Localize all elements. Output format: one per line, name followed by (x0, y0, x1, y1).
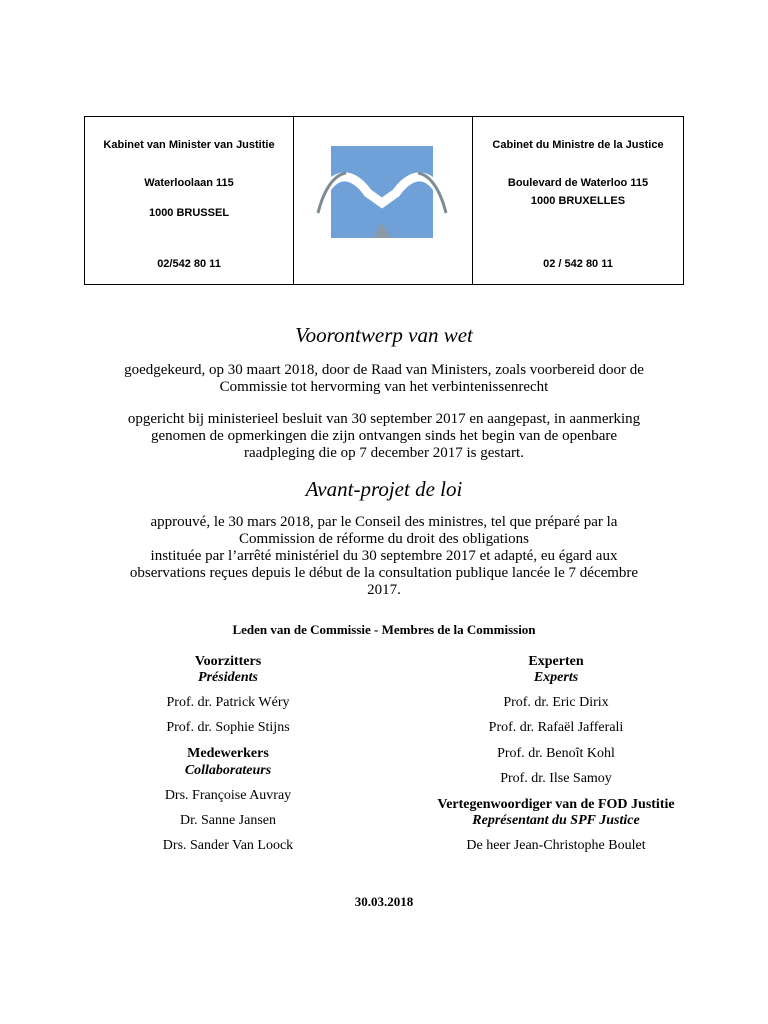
title-nl: Voorontwerp van wet (295, 323, 473, 347)
justice-logo-icon (312, 141, 452, 241)
header-left-cell (85, 117, 294, 284)
expert-member: Prof. dr. Ilse Samoy (500, 771, 612, 786)
paragraph-line: Commissie tot hervorming van het verbintenissenrecht (219, 379, 549, 395)
paragraph-line: instituée par l’arrêté ministériel du 30 septembre 2017 et adapté, eu égard aux (150, 548, 618, 564)
chair-member: Prof. dr. Patrick Wéry (166, 695, 290, 710)
paragraph-line: opgericht bij ministerieel besluit van 30 september 2017 en aangepast, in aanmerking (127, 411, 641, 427)
chairs-heading-nl: Voorzitters (194, 654, 262, 669)
chair-member: Prof. dr. Sophie Stijns (166, 720, 290, 735)
phone-nl: 02/542 80 11 (157, 258, 221, 270)
paragraph-line: genomen de opmerkingen die zijn ontvangen sinds het begin van de openbare (150, 428, 618, 444)
paragraph-line: Commission de réforme du droit des obligations (239, 531, 529, 547)
paragraph-line: goedgekeurd, op 30 maart 2018, door de Raad van Ministers, zoals voorbereid door de (124, 362, 644, 378)
phone-fr: 02 / 542 80 11 (543, 258, 613, 270)
header-table (84, 116, 684, 285)
title-fr: Avant-projet de loi (305, 477, 463, 501)
cabinet-name-nl: Kabinet van Minister van Justitie (103, 139, 275, 151)
staff-heading-fr: Collaborateurs (184, 763, 272, 778)
header-right-cell (473, 117, 683, 284)
address-street-fr: Boulevard de Waterloo 115 (507, 177, 649, 189)
address-street-nl: Waterloolaan 115 (144, 177, 234, 189)
expert-member: Prof. dr. Benoît Kohl (497, 746, 615, 761)
expert-member: Prof. dr. Rafaël Jafferali (488, 720, 624, 735)
address-city-nl: 1000 BRUSSEL (148, 207, 230, 219)
paragraph-line: observations reçues depuis le début de la consultation publique lancée le 7 décembre (129, 565, 639, 581)
paragraph-nl-approved (84, 362, 684, 396)
paragraph-line: 2017. (367, 582, 401, 598)
experts-heading-fr: Experts (533, 670, 579, 685)
representative-heading-fr: Représentant du SPF Justice (472, 813, 640, 828)
commission-heading: Leden van de Commissie - Membres de la Commission (232, 622, 536, 637)
paragraph-line: approuvé, le 30 mars 2018, par le Conseil des ministres, tel que préparé par la (150, 514, 618, 530)
experts-heading-nl: Experten (528, 654, 584, 669)
address-city-fr: 1000 BRUXELLES (530, 195, 626, 207)
representative-member: De heer Jean-Christophe Boulet (466, 838, 646, 853)
chairs-heading-fr: Présidents (198, 670, 258, 685)
representative-heading-nl: Vertegenwoordiger van de FOD Justitie (437, 797, 675, 812)
paragraph-nl-established (84, 411, 684, 462)
staff-member: Dr. Sanne Jansen (179, 813, 277, 828)
staff-member: Drs. Françoise Auvray (164, 788, 292, 803)
paragraph-line: raadpleging die op 7 december 2017 is gestart. (244, 445, 524, 461)
paragraph-fr (84, 514, 684, 599)
staff-member: Drs. Sander Van Loock (162, 838, 294, 853)
cabinet-name-fr: Cabinet du Ministre de la Justice (492, 139, 664, 151)
expert-member: Prof. dr. Eric Dirix (503, 695, 609, 710)
document-date: 30.03.2018 (354, 894, 414, 909)
header-logo-cell (294, 117, 473, 284)
staff-heading-nl: Medewerkers (187, 746, 269, 761)
